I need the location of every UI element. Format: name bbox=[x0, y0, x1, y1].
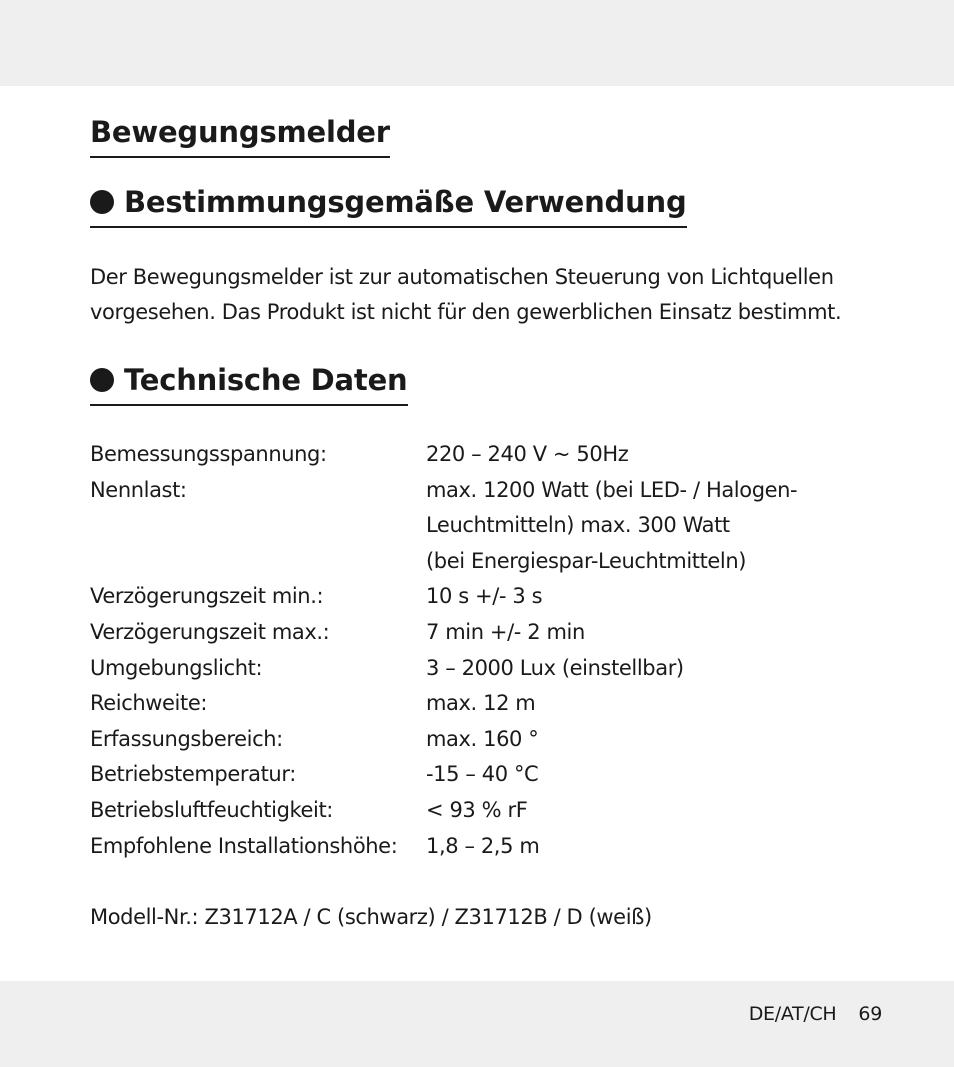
spec-value-line: 10 s +/- 3 s bbox=[426, 584, 543, 609]
section-heading-intended-use bbox=[90, 182, 687, 228]
spec-label: Bemessungsspannung: bbox=[90, 442, 327, 466]
model-number: Modell-Nr.: Z31712A / C (schwarz) / Z31712B / D (weiß) bbox=[90, 905, 652, 929]
page-number: 69 bbox=[858, 1003, 882, 1025]
section-heading-label: Technische Daten bbox=[124, 363, 408, 397]
bullet-dot-icon bbox=[90, 190, 114, 214]
spec-value-line: 220 – 240 V ~ 50Hz bbox=[426, 442, 629, 466]
spec-row bbox=[90, 651, 880, 687]
top-margin-band bbox=[0, 0, 954, 86]
spec-row bbox=[90, 829, 880, 865]
spec-label: Betriebstemperatur: bbox=[90, 762, 296, 787]
spec-row bbox=[90, 793, 880, 829]
spec-label: Erfassungsbereich: bbox=[90, 726, 283, 751]
spec-label: Verzögerungszeit min.: bbox=[90, 584, 324, 609]
spec-row bbox=[90, 686, 880, 722]
bullet-dot-icon bbox=[90, 368, 114, 392]
spec-row bbox=[90, 615, 880, 651]
spec-row bbox=[90, 473, 880, 580]
spec-value-line: (bei Energiespar-Leuchtmitteln) bbox=[426, 548, 747, 573]
section-heading-technical-data bbox=[90, 360, 408, 406]
spec-value-line: max. 12 m bbox=[426, 691, 536, 716]
intended-use-paragraph: Der Bewegungsmelder ist zur automatischen Steuerung von Lichtquellen vorgesehen. Das Produkt ist nicht für den gewerblichen Einsatz bestimmt. bbox=[90, 265, 842, 324]
spec-value-line: 1,8 – 2,5 m bbox=[426, 833, 540, 858]
spec-row bbox=[90, 757, 880, 793]
spec-value bbox=[426, 651, 880, 687]
spec-value bbox=[426, 829, 880, 865]
spec-value bbox=[426, 615, 880, 651]
spec-value bbox=[426, 579, 880, 615]
spec-value-line: max. 1200 Watt (bei LED- / Halogen- bbox=[426, 477, 798, 502]
spec-value bbox=[426, 722, 880, 758]
spec-value-line: 7 min +/- 2 min bbox=[426, 619, 585, 644]
section-heading-label: Bestimmungsgemäße Verwendung bbox=[124, 185, 687, 219]
spec-value-line: Leuchtmitteln) max. 300 Watt bbox=[426, 513, 730, 538]
spec-value bbox=[426, 757, 880, 793]
spec-label: Verzögerungszeit max.: bbox=[90, 619, 330, 644]
spec-value-line: max. 160 ° bbox=[426, 726, 539, 751]
spec-value bbox=[426, 473, 880, 580]
spec-value bbox=[426, 686, 880, 722]
spec-row bbox=[90, 437, 880, 473]
spec-label: Empfohlene Installationshöhe: bbox=[90, 833, 398, 858]
spec-value-line: -15 – 40 °C bbox=[426, 762, 539, 787]
spec-value-line: < 93 % rF bbox=[426, 797, 528, 822]
spec-value bbox=[426, 793, 880, 829]
spec-row bbox=[90, 722, 880, 758]
footer-region: DE/AT/CH bbox=[748, 1003, 837, 1025]
spec-value bbox=[426, 437, 880, 473]
technical-data-table bbox=[90, 437, 880, 864]
page-title: Bewegungsmelder bbox=[90, 112, 390, 158]
spec-label: Betriebsluftfeuchtigkeit: bbox=[90, 797, 333, 822]
spec-label: Reichweite: bbox=[90, 691, 208, 716]
spec-value-line: 3 – 2000 Lux (einstellbar) bbox=[426, 655, 684, 680]
spec-label: Nennlast: bbox=[90, 477, 187, 502]
spec-label: Umgebungslicht: bbox=[90, 655, 263, 680]
spec-row bbox=[90, 579, 880, 615]
page-footer bbox=[749, 996, 882, 1032]
